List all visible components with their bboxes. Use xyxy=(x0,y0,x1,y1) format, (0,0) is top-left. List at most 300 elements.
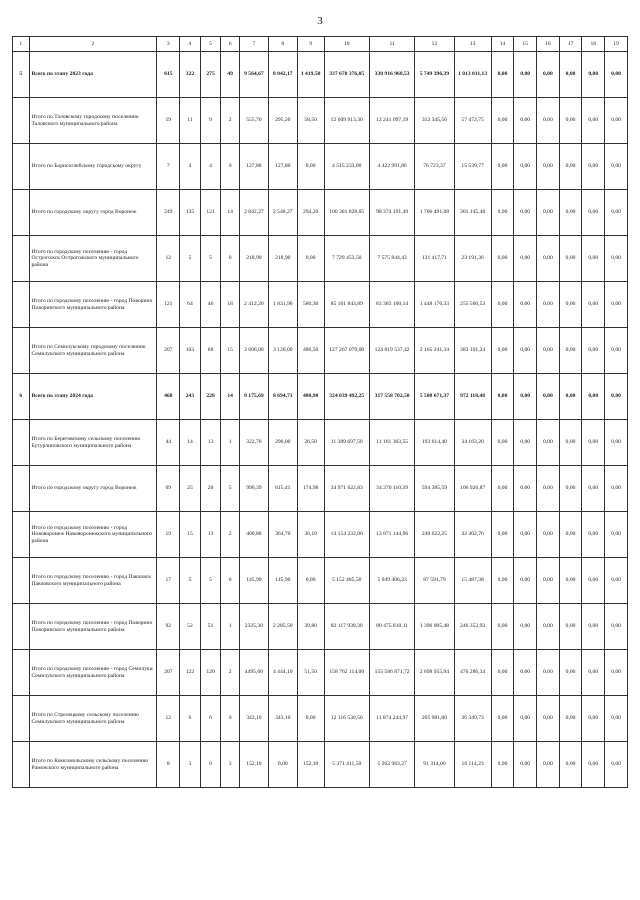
table-cell: 0,00 xyxy=(491,650,514,696)
row-name-cell: Итого по Комсомольскому сельскому поселению Рамонского муниципального района xyxy=(29,742,157,788)
table-cell: 4 xyxy=(200,144,221,190)
table-cell: 124 819 537,42 xyxy=(369,328,414,374)
table-cell: 0,00 xyxy=(491,604,514,650)
table-cell: 42 402,76 xyxy=(454,512,491,558)
table-cell: 0,00 xyxy=(537,650,560,696)
table-row xyxy=(13,190,628,236)
page-number: 3 xyxy=(317,15,323,27)
table-cell: 15 xyxy=(180,512,201,558)
table-row xyxy=(13,328,628,374)
table-row xyxy=(13,420,628,466)
row-name-cell: Итого по городскому поселению - город Павловск Павловского муниципального района xyxy=(29,558,157,604)
table-cell: 0,00 xyxy=(537,236,560,282)
table-cell: 0,00 xyxy=(491,512,514,558)
table-cell: 0,00 xyxy=(582,144,605,190)
table-cell: 0,00 xyxy=(559,374,582,420)
table-cell: 0,00 xyxy=(514,466,537,512)
table-cell: 5 152 485,50 xyxy=(324,558,369,604)
table-row xyxy=(13,282,628,328)
table-cell: 0,00 xyxy=(297,558,324,604)
table-cell: 0,00 xyxy=(491,52,514,98)
table-cell: 2 xyxy=(221,650,240,696)
table-cell: 2325,30 xyxy=(239,604,268,650)
column-header: 2 xyxy=(29,37,157,52)
row-number-cell xyxy=(13,650,30,696)
table-cell: 322,70 xyxy=(239,420,268,466)
table-row-total xyxy=(13,52,628,98)
table-cell: 1 448 176,33 xyxy=(415,282,454,328)
table-row xyxy=(13,558,628,604)
table-row xyxy=(13,742,628,788)
table-cell: 8 xyxy=(157,742,180,788)
table-cell: 0,00 xyxy=(297,696,324,742)
table-cell: 0,00 xyxy=(514,650,537,696)
table-cell: 7 xyxy=(157,144,180,190)
table-cell: 0,00 xyxy=(491,282,514,328)
table-cell: 0,00 xyxy=(582,236,605,282)
column-header: 16 xyxy=(537,37,560,52)
table-cell: 0 xyxy=(221,558,240,604)
table-cell: 0,00 xyxy=(514,98,537,144)
table-cell: 0,00 xyxy=(605,558,628,604)
table-cell: 83 383 100,14 xyxy=(369,282,414,328)
table-cell: 0,00 xyxy=(582,466,605,512)
table-cell: 145,90 xyxy=(268,558,297,604)
table-cell: 127,80 xyxy=(239,144,268,190)
table-cell: 13 xyxy=(200,420,221,466)
table-cell: 0,00 xyxy=(605,98,628,144)
row-number-cell xyxy=(13,466,30,512)
table-cell: 0,00 xyxy=(514,512,537,558)
table-cell: 3 606,00 xyxy=(239,328,268,374)
table-cell: 0,00 xyxy=(559,650,582,696)
column-header: 8 xyxy=(268,37,297,52)
table-cell: 0,00 xyxy=(537,512,560,558)
table-row xyxy=(13,512,628,558)
table-cell: 5 049 406,33 xyxy=(369,558,414,604)
table-cell: 486,50 xyxy=(297,328,324,374)
table-cell: 275 xyxy=(200,52,221,98)
row-name-cell: Итого по городскому поселению - город Поворино Поворинского муниципального района xyxy=(29,282,157,328)
table-cell: 14 xyxy=(221,190,240,236)
table-cell: 0,00 xyxy=(605,328,628,374)
table-cell: 0,00 xyxy=(297,144,324,190)
table-cell: 476 286,34 xyxy=(454,650,491,696)
table-cell: 5 263 983,27 xyxy=(369,742,414,788)
table-cell: 36 349,73 xyxy=(454,696,491,742)
row-number-cell xyxy=(13,98,30,144)
table-cell: 0,00 xyxy=(268,742,297,788)
table-cell: 85 161 843,89 xyxy=(324,282,369,328)
column-header: 13 xyxy=(454,37,491,52)
table-cell: 0,00 xyxy=(605,236,628,282)
table-cell: 0,00 xyxy=(537,420,560,466)
table-cell: 2 548,27 xyxy=(268,190,297,236)
table-cell: 0,00 xyxy=(605,282,628,328)
table-cell: 16 114,23 xyxy=(454,742,491,788)
row-name-cell: Итого по Стрелецкому сельскому поселению Семилукского муниципального района xyxy=(29,696,157,742)
table-cell: 243 xyxy=(180,374,201,420)
table-cell: 14 xyxy=(221,374,240,420)
column-header: 17 xyxy=(559,37,582,52)
table-cell: 0,00 xyxy=(491,696,514,742)
table-cell: 15 539,77 xyxy=(454,144,491,190)
table-cell: 0,00 xyxy=(605,52,628,98)
table-cell: 82 117 930,30 xyxy=(324,604,369,650)
table-cell: 0,00 xyxy=(514,236,537,282)
table-cell: 1 706 491,08 xyxy=(415,190,454,236)
table-cell: 294,20 xyxy=(297,190,324,236)
table-cell: 246 353,93 xyxy=(454,604,491,650)
table-cell: 64 xyxy=(180,282,201,328)
table-cell: 4495,60 xyxy=(239,650,268,696)
table-cell: 0,00 xyxy=(582,328,605,374)
table-cell: 5 508 671,37 xyxy=(415,374,454,420)
row-name-cell: Итого по Борисоглебскому городскому округу xyxy=(29,144,157,190)
table-cell: 20 xyxy=(200,466,221,512)
table-cell: 5 xyxy=(180,558,201,604)
table-cell: 343,10 xyxy=(268,696,297,742)
table-cell: 0,00 xyxy=(559,420,582,466)
table-cell: 0,00 xyxy=(605,420,628,466)
table-cell: 207 xyxy=(157,650,180,696)
table-cell: 0 xyxy=(200,742,221,788)
row-name-cell: Итого по Береговскому сельскому поселению Бутурлиновского муниципального района xyxy=(29,420,157,466)
column-header: 10 xyxy=(324,37,369,52)
row-number-cell xyxy=(13,328,30,374)
row-number-cell xyxy=(13,696,30,742)
row-number-cell xyxy=(13,282,30,328)
table-cell: 615 xyxy=(157,52,180,98)
table-cell: 317 558 702,50 xyxy=(369,374,414,420)
table-cell: 312 345,56 xyxy=(415,98,454,144)
row-name-cell: Итого по городскому округу город Воронеж xyxy=(29,190,157,236)
table-cell: 0,00 xyxy=(605,742,628,788)
table-cell: 91 314,00 xyxy=(415,742,454,788)
table-cell: 240 622,25 xyxy=(415,512,454,558)
table-cell: 127 267 079,00 xyxy=(324,328,369,374)
table-row xyxy=(13,650,628,696)
table-cell: 0,00 xyxy=(605,190,628,236)
table-cell: 100 381 828,05 xyxy=(324,190,369,236)
table-cell: 5 xyxy=(221,466,240,512)
row-number-cell: 5 xyxy=(13,52,30,98)
table-cell: 122 xyxy=(180,650,201,696)
table-body xyxy=(13,52,628,788)
table-cell: 4 444,10 xyxy=(268,650,297,696)
table-cell: 228 xyxy=(200,374,221,420)
table-cell: 815,41 xyxy=(268,466,297,512)
row-name-cell: Итого по Семилукскому городскому поселению Семилукского муниципального района xyxy=(29,328,157,374)
table-cell: 4 xyxy=(180,144,201,190)
table-row xyxy=(13,696,628,742)
housing-program-table xyxy=(12,36,628,788)
table-cell: 3 120,00 xyxy=(268,328,297,374)
table-cell: 103 xyxy=(180,328,201,374)
table-cell: 0,00 xyxy=(582,696,605,742)
table-cell: 383 101,24 xyxy=(454,328,491,374)
table-cell: 0,00 xyxy=(559,52,582,98)
table-cell: 14 xyxy=(180,420,201,466)
table-cell: 0,00 xyxy=(582,190,605,236)
table-cell: 4 422 991,86 xyxy=(369,144,414,190)
table-cell: 11 874 244,97 xyxy=(369,696,414,742)
table-cell: 6 xyxy=(200,696,221,742)
table-row-total xyxy=(13,374,628,420)
row-number-cell xyxy=(13,512,30,558)
table-cell: 0 xyxy=(221,236,240,282)
table-header-row xyxy=(13,37,628,52)
table-cell: 3 xyxy=(180,742,201,788)
column-header: 6 xyxy=(221,37,240,52)
row-number-cell xyxy=(13,236,30,282)
table-cell: 12 xyxy=(157,236,180,282)
table-cell: 88 xyxy=(200,328,221,374)
table-cell: 2 698 955,94 xyxy=(415,650,454,696)
table-cell: 9 xyxy=(200,98,221,144)
table-row xyxy=(13,466,628,512)
column-header: 1 xyxy=(13,37,30,52)
table-cell: 972 118,48 xyxy=(454,374,491,420)
table-cell: 0,00 xyxy=(559,144,582,190)
table-row xyxy=(13,98,628,144)
table-cell: 0,00 xyxy=(514,696,537,742)
table-cell: 127,80 xyxy=(268,144,297,190)
table-cell: 4 515 233,00 xyxy=(324,144,369,190)
table-cell: 1 396 005,48 xyxy=(415,604,454,650)
table-cell: 400,80 xyxy=(239,512,268,558)
table-cell: 2 842,27 xyxy=(239,190,268,236)
table-cell: 5 xyxy=(200,558,221,604)
table-cell: 218,90 xyxy=(239,236,268,282)
row-number-cell: 6 xyxy=(13,374,30,420)
table-cell: 594 385,59 xyxy=(415,466,454,512)
table-cell: 0,00 xyxy=(582,52,605,98)
table-cell: 0,00 xyxy=(297,236,324,282)
table-cell: 174,98 xyxy=(297,466,324,512)
table-cell: 0,00 xyxy=(514,420,537,466)
table-cell: 0,00 xyxy=(582,604,605,650)
table-cell: 19 xyxy=(157,512,180,558)
table-cell: 2 xyxy=(221,98,240,144)
table-cell: 0,00 xyxy=(582,98,605,144)
table-cell: 0,00 xyxy=(491,558,514,604)
table-cell: 1 xyxy=(221,420,240,466)
table-cell: 145,90 xyxy=(239,558,268,604)
table-cell: 121 xyxy=(157,282,180,328)
row-number-cell xyxy=(13,420,30,466)
table-cell: 0,00 xyxy=(514,374,537,420)
table-cell: 1 419,50 xyxy=(297,52,324,98)
table-cell: 0,00 xyxy=(605,650,628,696)
column-header: 18 xyxy=(582,37,605,52)
table-cell: 2 285,50 xyxy=(268,604,297,650)
table-cell: 324 039 492,25 xyxy=(324,374,369,420)
table-cell: 0 xyxy=(221,696,240,742)
table-cell: 23 191,36 xyxy=(454,236,491,282)
table-cell: 0,00 xyxy=(537,374,560,420)
row-name-cell: Итого по городскому округу город Воронеж xyxy=(29,466,157,512)
table-cell: 0,00 xyxy=(491,236,514,282)
table-cell: 0,00 xyxy=(537,282,560,328)
table-cell: 14 154 232,00 xyxy=(324,512,369,558)
column-header: 3 xyxy=(157,37,180,52)
column-header: 15 xyxy=(514,37,537,52)
table-cell: 19 xyxy=(157,98,180,144)
table-cell: 52 xyxy=(180,604,201,650)
table-cell: 0,00 xyxy=(514,52,537,98)
table-cell: 15 487,38 xyxy=(454,558,491,604)
column-header: 19 xyxy=(605,37,628,52)
table-cell: 44 xyxy=(157,420,180,466)
table-cell: 76 723,37 xyxy=(415,144,454,190)
table-cell: 152,10 xyxy=(239,742,268,788)
table-cell: 0,00 xyxy=(605,604,628,650)
table-cell: 480,98 xyxy=(297,374,324,420)
table-cell: 0,00 xyxy=(537,190,560,236)
table-cell: 555,70 xyxy=(239,98,268,144)
table-cell: 1 013 011,13 xyxy=(454,52,491,98)
table-cell: 0,00 xyxy=(605,512,628,558)
table-row xyxy=(13,604,628,650)
table-cell: 990,39 xyxy=(239,466,268,512)
table-cell: 0,00 xyxy=(537,742,560,788)
table-cell: 0,00 xyxy=(559,98,582,144)
row-number-cell xyxy=(13,604,30,650)
table-cell: 36,10 xyxy=(297,512,324,558)
table-cell: 92 xyxy=(157,604,180,650)
table-cell: 343,10 xyxy=(239,696,268,742)
table-cell: 25 xyxy=(180,466,201,512)
table-cell: 5 749 396,39 xyxy=(415,52,454,98)
column-header: 4 xyxy=(180,37,201,52)
table-cell: 135 xyxy=(180,190,201,236)
table-cell: 34 163,20 xyxy=(454,420,491,466)
table-cell: 0,00 xyxy=(582,650,605,696)
table-cell: 11 xyxy=(180,98,201,144)
table-cell: 51 xyxy=(200,604,221,650)
table-cell: 13 xyxy=(200,512,221,558)
table-cell: 0,00 xyxy=(514,604,537,650)
table-cell: 39,80 xyxy=(297,604,324,650)
table-cell: 0,00 xyxy=(514,144,537,190)
column-header: 9 xyxy=(297,37,324,52)
table-cell: 9 175,69 xyxy=(239,374,268,420)
table-cell: 2 412,20 xyxy=(239,282,268,328)
row-name-cell: Итого по Таловскому городскому поселению Таловского муниципального района xyxy=(29,98,157,144)
table-cell: 87 591,79 xyxy=(415,558,454,604)
table-cell: 0,00 xyxy=(537,696,560,742)
table-row xyxy=(13,144,628,190)
table-cell: 580,30 xyxy=(297,282,324,328)
table-cell: 120 xyxy=(200,650,221,696)
table-cell: 0,00 xyxy=(491,742,514,788)
table-cell: 46 xyxy=(200,282,221,328)
table-cell: 2 xyxy=(221,512,240,558)
table-cell: 0,00 xyxy=(605,144,628,190)
row-number-cell xyxy=(13,144,30,190)
column-header: 7 xyxy=(239,37,268,52)
table-cell: 34 270 110,39 xyxy=(369,466,414,512)
table-cell: 1 xyxy=(221,604,240,650)
table-cell: 0,00 xyxy=(582,558,605,604)
table-cell: 15 xyxy=(221,328,240,374)
table-cell: 0,00 xyxy=(537,604,560,650)
row-number-cell xyxy=(13,558,30,604)
table-cell: 0,00 xyxy=(559,282,582,328)
table-cell: 322 xyxy=(180,52,201,98)
table-cell: 207 xyxy=(157,328,180,374)
table-cell: 7 575 844,43 xyxy=(369,236,414,282)
table-cell: 0,00 xyxy=(491,466,514,512)
table-cell: 0,00 xyxy=(559,236,582,282)
table-cell: 158 762 114,00 xyxy=(324,650,369,696)
table-cell: 5 xyxy=(180,236,201,282)
table-cell: 0,00 xyxy=(514,328,537,374)
table-cell: 12 116 530,50 xyxy=(324,696,369,742)
row-name-cell: Итого по городскому поселению - город Поворино Поворинского муниципального района xyxy=(29,604,157,650)
table-cell: 11 389 697,50 xyxy=(324,420,369,466)
table-cell: 9 564,67 xyxy=(239,52,268,98)
table-cell: 6 xyxy=(180,696,201,742)
table-cell: 17 xyxy=(157,558,180,604)
table-cell: 330 916 968,53 xyxy=(369,52,414,98)
table-cell: 0,00 xyxy=(537,466,560,512)
column-header: 14 xyxy=(491,37,514,52)
table-cell: 5 xyxy=(200,236,221,282)
row-name-cell: Итого по городскому поселению - город Семилуки Семилукского муниципального района xyxy=(29,650,157,696)
column-header: 12 xyxy=(415,37,454,52)
table-cell: 0,00 xyxy=(559,742,582,788)
table-cell: 106 926,87 xyxy=(454,466,491,512)
row-name-cell: Всего по этапу 2024 года xyxy=(29,374,157,420)
table-cell: 0,00 xyxy=(582,742,605,788)
table-cell: 0,00 xyxy=(559,558,582,604)
table-cell: 468 xyxy=(157,374,180,420)
table-cell: 0,00 xyxy=(514,282,537,328)
table-cell: 5 371 411,50 xyxy=(324,742,369,788)
table-cell: 205 981,80 xyxy=(415,696,454,742)
table-cell: 1 831,90 xyxy=(268,282,297,328)
table-cell: 0 xyxy=(221,144,240,190)
table-cell: 0,00 xyxy=(491,328,514,374)
table-cell: 0,00 xyxy=(559,604,582,650)
table-row xyxy=(13,236,628,282)
table-cell: 0,00 xyxy=(605,696,628,742)
table-cell: 152,10 xyxy=(297,742,324,788)
table-cell: 0,00 xyxy=(537,98,560,144)
column-header: 5 xyxy=(200,37,221,52)
table-cell: 0,00 xyxy=(605,466,628,512)
table-cell: 51,50 xyxy=(297,650,324,696)
table-cell: 69 xyxy=(157,466,180,512)
table-cell: 121 xyxy=(200,190,221,236)
table-cell: 0,00 xyxy=(559,328,582,374)
table-cell: 12 xyxy=(157,696,180,742)
table-cell: 11 161 303,55 xyxy=(369,420,414,466)
row-number-cell xyxy=(13,742,30,788)
table-cell: 0,00 xyxy=(559,696,582,742)
table-cell: 193 614,40 xyxy=(415,420,454,466)
row-name-cell: Всего по этапу 2023 года xyxy=(29,52,157,98)
table-cell: 7 729 453,50 xyxy=(324,236,369,282)
table-cell: 295,20 xyxy=(268,98,297,144)
table-cell: 0,00 xyxy=(582,282,605,328)
table-cell: 218,90 xyxy=(268,236,297,282)
table-cell: 2 165 241,34 xyxy=(415,328,454,374)
table-cell: 0,00 xyxy=(582,420,605,466)
table-cell: 249 xyxy=(157,190,180,236)
